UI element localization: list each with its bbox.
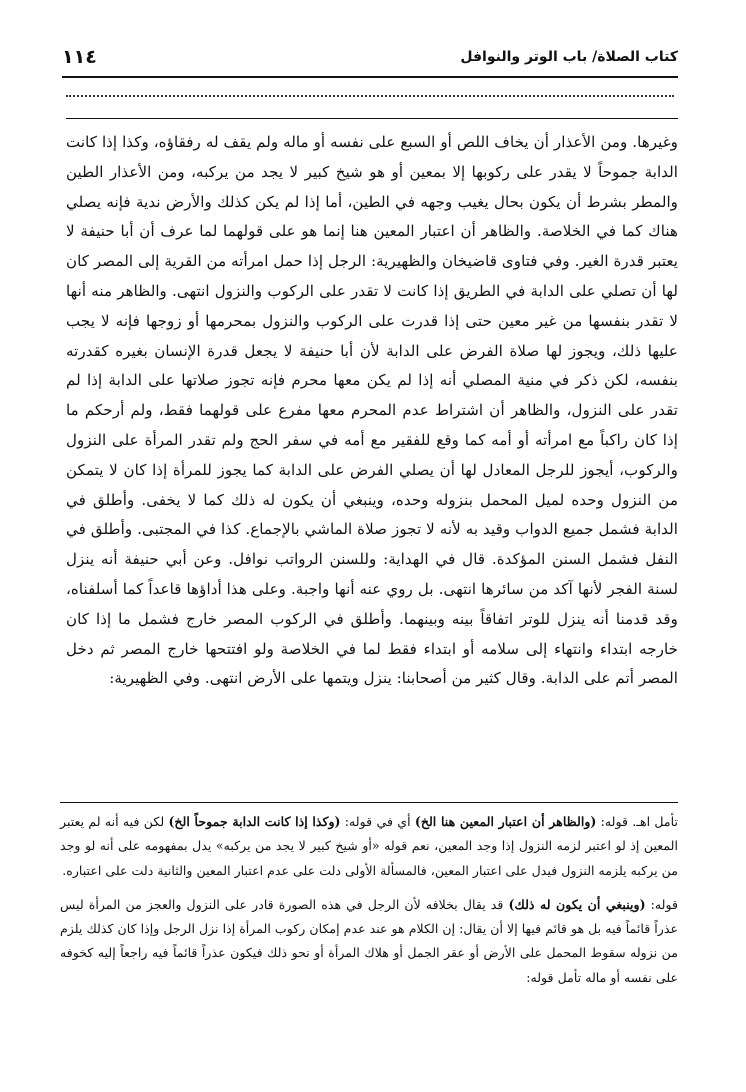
main-paragraph: وغيرها. ومن الأعذار أن يخاف اللص أو السبع على نفسه أو ماله ولم يقف له رفقاؤه، وكذا إذا كانت الدابة جموحاً لا يقدر على ركوبها إلا بمعين أو هو شيخ كبير لا يجد من يركبه، ومن الأعذار الطين والمطر بشرط أن يكون بحال يغيب وجهه في الطين، أما إذا لم يكن كذلك والأرض ندية فإنه يصلي هناك كما في الخلاصة. والظاهر أن اعتبار المعين هنا إنما هو على قولهما لما عرف أن أبا حنيفة لا يعتبر قدرة الغير. وفي فتاوى قاضيخان والظهيرية: الرجل إذا حمل امرأته من القرية إلى المصر كان لها أن تصلي على الدابة في الطريق إذا كانت لا تقدر على الركوب والنزول انتهى. والظاهر منه أنها لا تقدر بنفسها من غير معين حتى إذا قدرت على الركوب والنزول بمحرمها أو زوجها فإنه لا يجب عليها ذلك، ويجوز لها صلاة الفرض على الدابة لأن أبا حنيفة لا يجعل قدرة الإنسان بغيره كقدرته بنفسه، لكن ذكر في منية المصلي أنه إذا لم يكن معها محرم فإنه تجوز صلاتها على الدابة إذا لم تقدر على النزول، والظاهر أن اشتراط عدم المحرم معها مفرع على قولهما فقط، ولم أرحكم ما إذا كان راكباً مع امرأته أو أمه كما وقع للفقير مع أمه في سفر الحج ولم تقدر المرأة على النزول والركوب، أيجوز للرجل المعادل لها أن يصلي الفرض على الدابة كما يجوز للمرأة إذا كان لا يتمكن من النزول وحده لميل المحمل بنزوله وحده، وينبغي أن يكون له ذلك كما لا يخفى. وأطلق في الدابة فشمل جميع الدواب وقيد به لأنه لا تجوز صلاة الماشي بالإجماع. كذا في المجتبى. وأطلق في النفل فشمل السنن المؤكدة. قال في الهداية: وللسنن الرواتب نوافل. وعن أبي حنيفة أنه ينزل لسنة الفجر لأنها آكد من سائرها انتهى. بل روي عنه أنها واجبة. وعلى هذا أداؤها قاعداً كما أسلفناه، وقد قدمنا أنه ينزل للوتر اتفاقاً بينه وبينهما. وأطلق في الركوب المصر خارج فشمل ما إذا كان خارجه ابتداء وانتهاء إلى سلامه أو ابتداء فقط لما في الخلاصة ولو افتتحها خارج المصر ثم دخل المصر أتم على الدابة. وقال كثير من أصحابنا: ينزل ويتمها على الأرض انتهى. وفي الظهيرية: [66, 133, 678, 688]
footnote-rule [60, 802, 678, 803]
footnote-1-text-b: أي في قوله: [340, 814, 415, 829]
footnote-1-quote-b: (وكذا إذا كانت الدابة جموحاً الخ) [168, 814, 341, 829]
running-title: كتاب الصلاة/ باب الوتر والنوافل [460, 49, 678, 65]
main-text-rule [66, 118, 678, 119]
main-text-block [66, 128, 678, 694]
footnote-1-text-c: لكن فيه أنه لم يعتبر المعين إذ لو اعتبر لزمه النزول إذا وجد المعين، نعم قوله «أو شيخ كبير لا يجد من يركبه» يدل بمفهومه على أنه لو وجد من يركبه يلزمه النزول فيدل على اعتبار المعين، فالمسألة الأولى دلت على عدم اعتبار المعين والثانية دلت على اعتباره. [60, 814, 678, 878]
page-number: ١١٤ [62, 46, 97, 68]
header-rule [62, 76, 678, 78]
footnote-2-text-b: قد يقال بخلافه لأن الرجل في هذه الصورة قادر على النزول والعجز من المرأة ليس عذراً قائماً فيه بل هو قائم فيها إلا أن يقال: إن الكلام هو عند عدم إمكان ركوب المرأة إذا نزل الرجل وإذا كان كذلك يلزم من نزوله سقوط المحمل على الأرض أو عقر الجمل أو هلاك المرأة أو نحو ذلك فيكون عذراً قائماً فيه راجعاً إليه كخوفه على نفسه أو ماله تأمل قوله: [60, 896, 678, 985]
footnote-2-quote: (وينبغي أن يكون له ذلك) [508, 896, 646, 912]
page-header [62, 40, 678, 74]
footnote-2 [60, 893, 678, 990]
footnote-1 [60, 810, 678, 883]
footnotes-block [60, 810, 678, 990]
footnote-2-text-a: قوله: [645, 896, 678, 912]
footnote-1-quote-a: (والظاهر أن اعتبار المعين هنا الخ) [414, 814, 597, 829]
dotted-separator [66, 95, 674, 97]
footnote-1-text-a: تأمل اهـ. قوله: [596, 814, 679, 829]
